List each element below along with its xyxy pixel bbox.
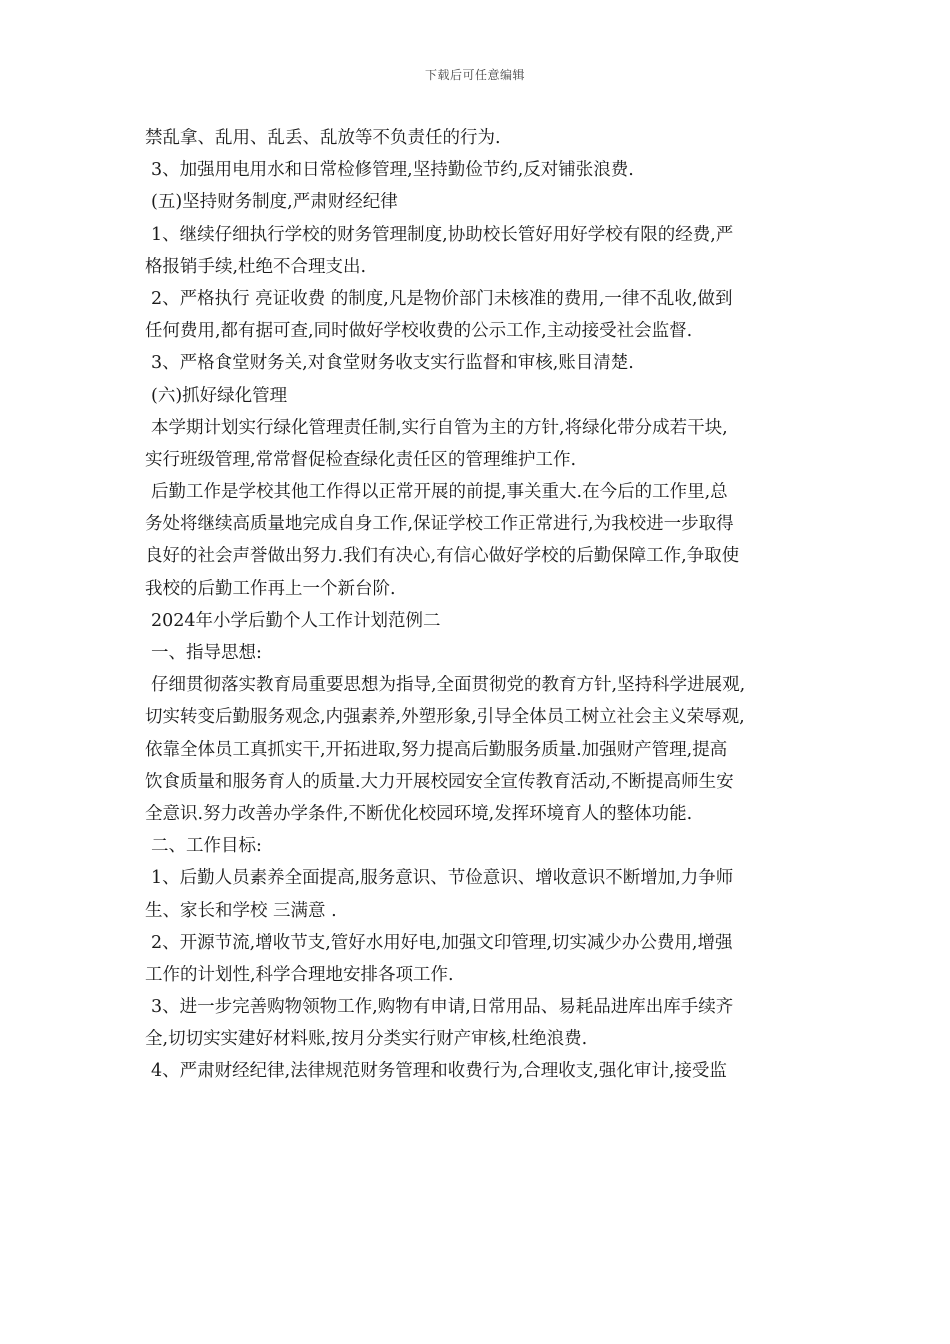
text-line: 禁乱拿、乱用、乱丢、乱放等不负责任的行为. <box>145 128 501 148</box>
page-header: 下载后可任意编辑 <box>424 68 525 82</box>
text-line: 3、严格食堂财务关,对食堂财务收支实行监督和审核,账目清楚. <box>151 353 634 374</box>
text-line: 1、继续仔细执行学校的财务管理制度,协助校长管好用好学校有限的经费,严 <box>151 224 734 245</box>
text-line: 一、指导思想: <box>151 643 262 663</box>
text-line: 本学期计划实行绿化管理责任制,实行自管为主的方针,将绿化带分成若干块, <box>151 417 728 438</box>
text-line: 仔细贯彻落实教育局重要思想为指导,全面贯彻党的教育方针,坚持科学进展观, <box>151 675 746 696</box>
text-line: 务处将继续高质量地完成自身工作,保证学校工作正常进行,为我校进一步取得 <box>145 514 734 535</box>
text-line: 依靠全体员工真抓实干,开拓进取,努力提高后勤服务质量.加强财产管理,提高 <box>145 739 728 760</box>
text-line: 切实转变后勤服务观念,内强素养,外塑形象,引导全体员工树立社会主义荣辱观, <box>145 707 745 728</box>
text-line: 工作的计划性,科学合理地安排各项工作. <box>145 964 454 985</box>
text-line: 全意识.努力改善办学条件,不断优化校园环境,发挥环境育人的整体功能. <box>145 803 693 824</box>
text-line: 2、开源节流,增收节支,管好水用好电,加强文印管理,切实减少办公费用,增强 <box>151 932 733 953</box>
text-line: 1、后勤人员素养全面提高,服务意识、节俭意识、增收意识不断增加,力争师 <box>151 868 734 889</box>
text-line: 二、工作目标: <box>151 836 262 857</box>
text-line: 后勤工作是学校其他工作得以正常开展的前提,事关重大.在今后的工作里,总 <box>151 482 728 503</box>
text-line: 饮食质量和服务育人的质量.大力开展校园安全宣传教育活动,不断提高师生安 <box>145 771 734 792</box>
text-line: 任何费用,都有据可查,同时做好学校收费的公示工作,主动接受社会监督. <box>145 321 693 342</box>
text-line: 实行班级管理,常常督促检查绿化责任区的管理维护工作. <box>145 449 577 470</box>
text-line: 生、家长和学校 三满意 . <box>145 900 337 921</box>
text-line: 格报销手续,杜绝不合理支出. <box>145 256 367 277</box>
text-line: 全,切切实实建好材料账,按月分类实行财产审核,杜绝浪费. <box>145 1029 588 1050</box>
text-line: 3、进一步完善购物领物工作,购物有申请,日常用品、易耗品进库出库手续齐 <box>151 997 734 1018</box>
text-line: 2、严格执行 亮证收费 的制度,凡是物价部门未核准的费用,一律不乱收,做到 <box>151 288 733 309</box>
text-line: (五)坚持财务制度,严肃财经纪律 <box>151 192 398 213</box>
text-line: (六)抓好绿化管理 <box>151 385 288 406</box>
text-line: 良好的社会声誉做出努力.我们有决心,有信心做好学校的后勤保障工作,争取使 <box>145 546 740 567</box>
text-line: 3、加强用电用水和日常检修管理,坚持勤俭节约,反对铺张浪费. <box>151 160 634 181</box>
document-body <box>145 122 815 1088</box>
text-line: 4、严肃财经纪律,法律规范财务管理和收费行为,合理收支,强化审计,接受监 <box>151 1061 727 1082</box>
text-line: 2024年小学后勤个人工作计划范例二 <box>151 610 441 631</box>
text-line: 我校的后勤工作再上一个新台阶. <box>145 578 396 599</box>
